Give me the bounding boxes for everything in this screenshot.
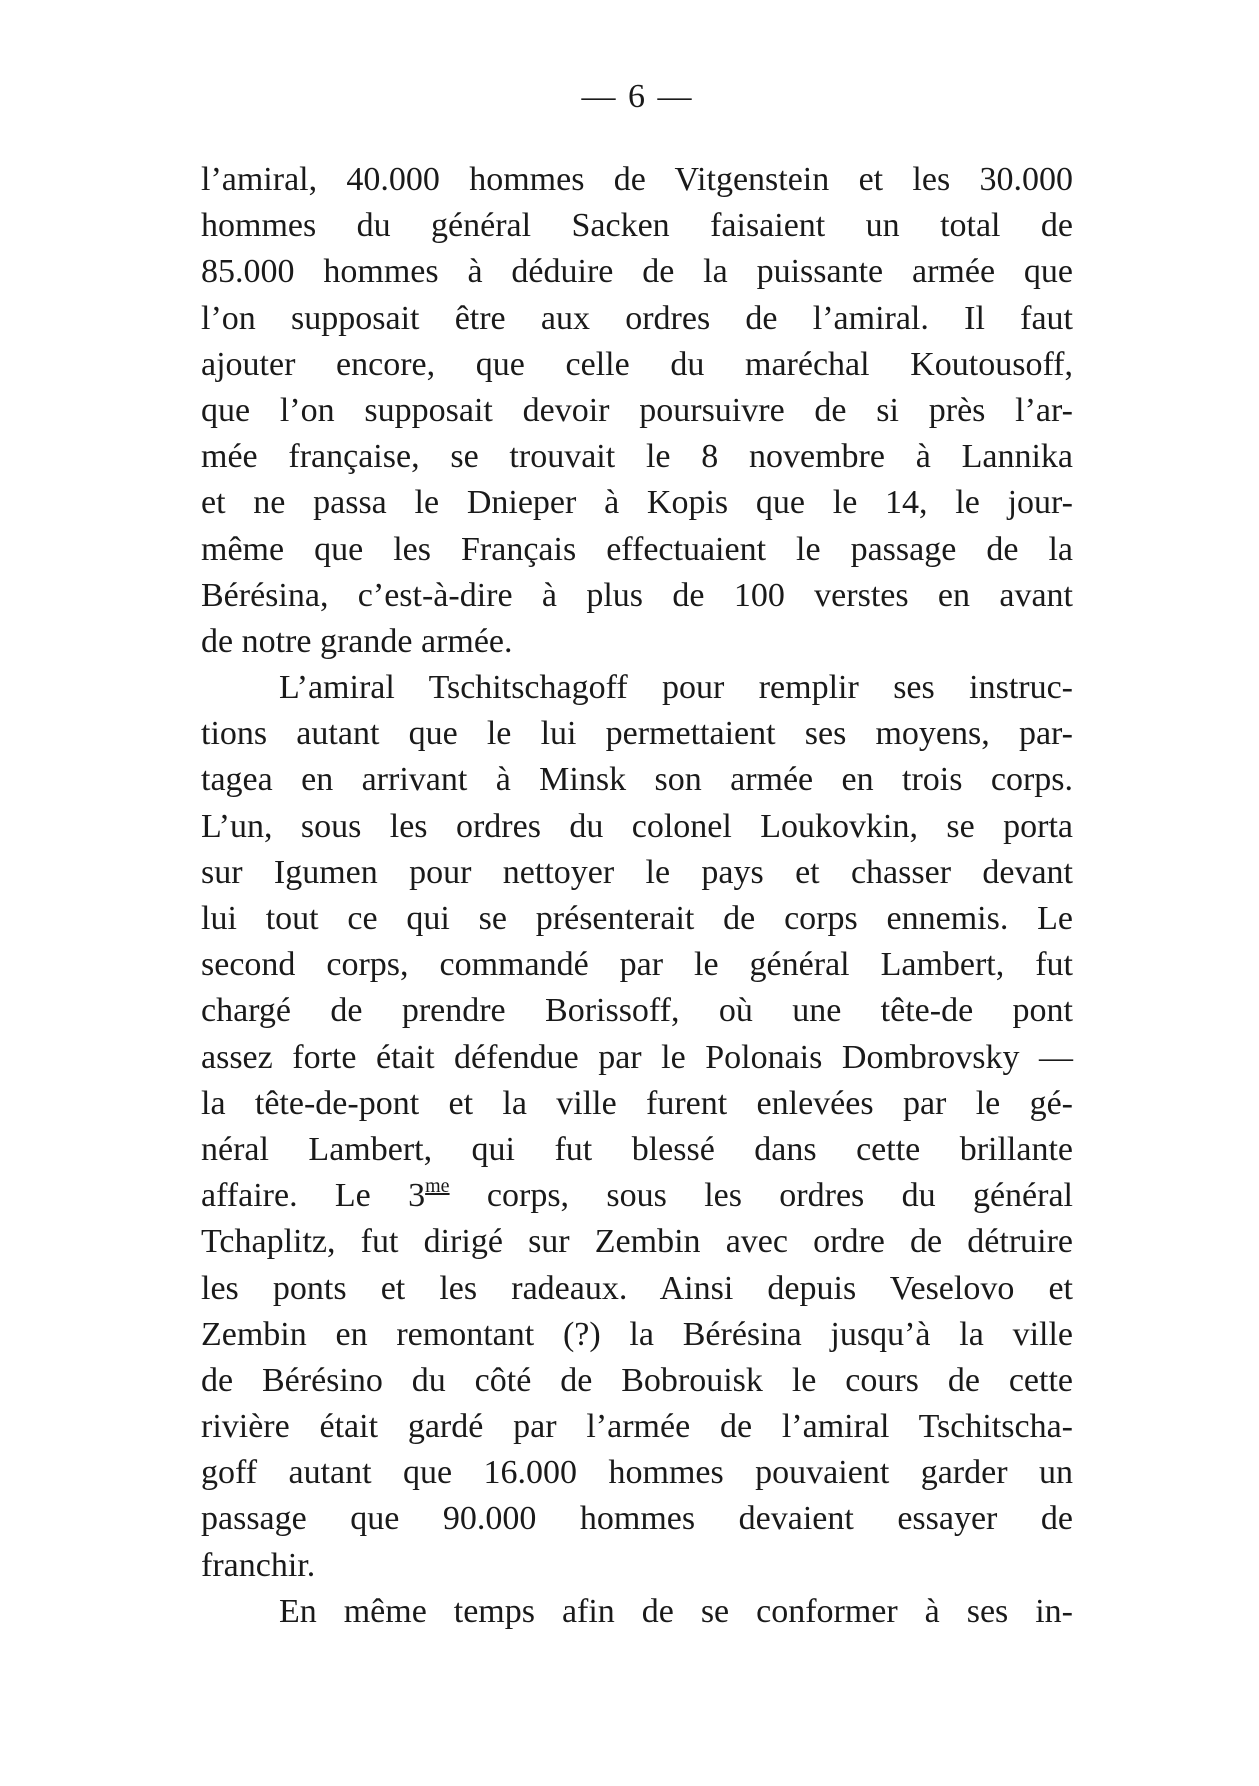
- text-line: chargé de prendre Borissoff, où une tête-de pont: [201, 992, 1073, 1030]
- text-line: rivière était gardé par l’armée de l’amiral Tschitscha-: [201, 1408, 1073, 1446]
- ordinal-superscript: me: [425, 1175, 450, 1198]
- text-line: 85.000 hommes à déduire de la puissante armée que: [201, 253, 1073, 291]
- paragraph-3: [201, 1589, 1073, 1635]
- text-line: L’amiral Tschitschagoff pour remplir ses instruc-: [279, 669, 1073, 707]
- text-line: franchir.: [201, 1546, 316, 1584]
- text-line: ajouter encore, que celle du maréchal Koutousoff,: [201, 345, 1073, 383]
- text-segment: affaire. Le 3: [201, 1177, 426, 1215]
- text-line: assez forte était défendue par le Polonais Dombrovsky —: [201, 1038, 1073, 1076]
- text-line-with-superscript: [201, 1173, 1073, 1219]
- text-line: néral Lambert, qui fut blessé dans cette brillante: [201, 1130, 1073, 1168]
- text-line: mée française, se trouvait le 8 novembre à Lannika: [201, 438, 1073, 476]
- text-line: Tchaplitz, fut dirigé sur Zembin avec ordre de détruire: [201, 1223, 1073, 1261]
- text-line: second corps, commandé par le général Lambert, fut: [201, 946, 1073, 984]
- text-line: l’on supposait être aux ordres de l’amiral. Il faut: [201, 299, 1073, 337]
- text-line: lui tout ce qui se présenterait de corps ennemis. Le: [201, 900, 1073, 937]
- text-line: passage que 90.000 hommes devaient essayer de: [201, 1500, 1073, 1538]
- text-line: Zembin en remontant (?) la Bérésina jusqu’à la ville: [201, 1315, 1073, 1353]
- body-text: [201, 157, 1073, 1635]
- text-line: hommes du général Sacken faisaient un total de: [201, 207, 1073, 245]
- text-line: sur Igumen pour nettoyer le pays et chasser devant: [201, 853, 1073, 891]
- text-line: la tête-de-pont et la ville furent enlevées par le gé-: [201, 1084, 1073, 1122]
- text-line: de Bérésino du côté de Bobrouisk le cours de cette: [201, 1361, 1073, 1399]
- paragraph-1: [201, 157, 1073, 665]
- text-line: goff autant que 16.000 hommes pouvaient garder un: [201, 1454, 1073, 1492]
- text-line: de notre grande armée.: [201, 622, 513, 660]
- text-line: que l’on supposait devoir poursuivre de si près l’ar-: [201, 391, 1073, 429]
- text-line: tagea en arrivant à Minsk son armée en trois corps.: [201, 761, 1073, 799]
- text-line: L’un, sous les ordres du colonel Loukovkin, se porta: [201, 807, 1073, 845]
- text-line: l’amiral, 40.000 hommes de Vitgenstein et les 30.000: [201, 161, 1073, 198]
- paragraph-2: [201, 665, 1073, 1589]
- text-line: même que les Français effectuaient le passage de la: [201, 530, 1073, 568]
- text-line: En même temps afin de se conformer à ses in-: [279, 1592, 1073, 1630]
- page-number: — 6 —: [581, 78, 694, 115]
- text-line: Bérésina, c’est-à-dire à plus de 100 verstes en avant: [201, 576, 1073, 614]
- text-line: et ne passa le Dnieper à Kopis que le 14, le jour-: [201, 484, 1073, 522]
- text-segment: corps, sous les ordres du général: [449, 1177, 1073, 1215]
- text-line: tions autant que le lui permettaient ses moyens, par-: [201, 715, 1073, 753]
- text-line: les ponts et les radeaux. Ainsi depuis Veselovo et: [201, 1269, 1073, 1307]
